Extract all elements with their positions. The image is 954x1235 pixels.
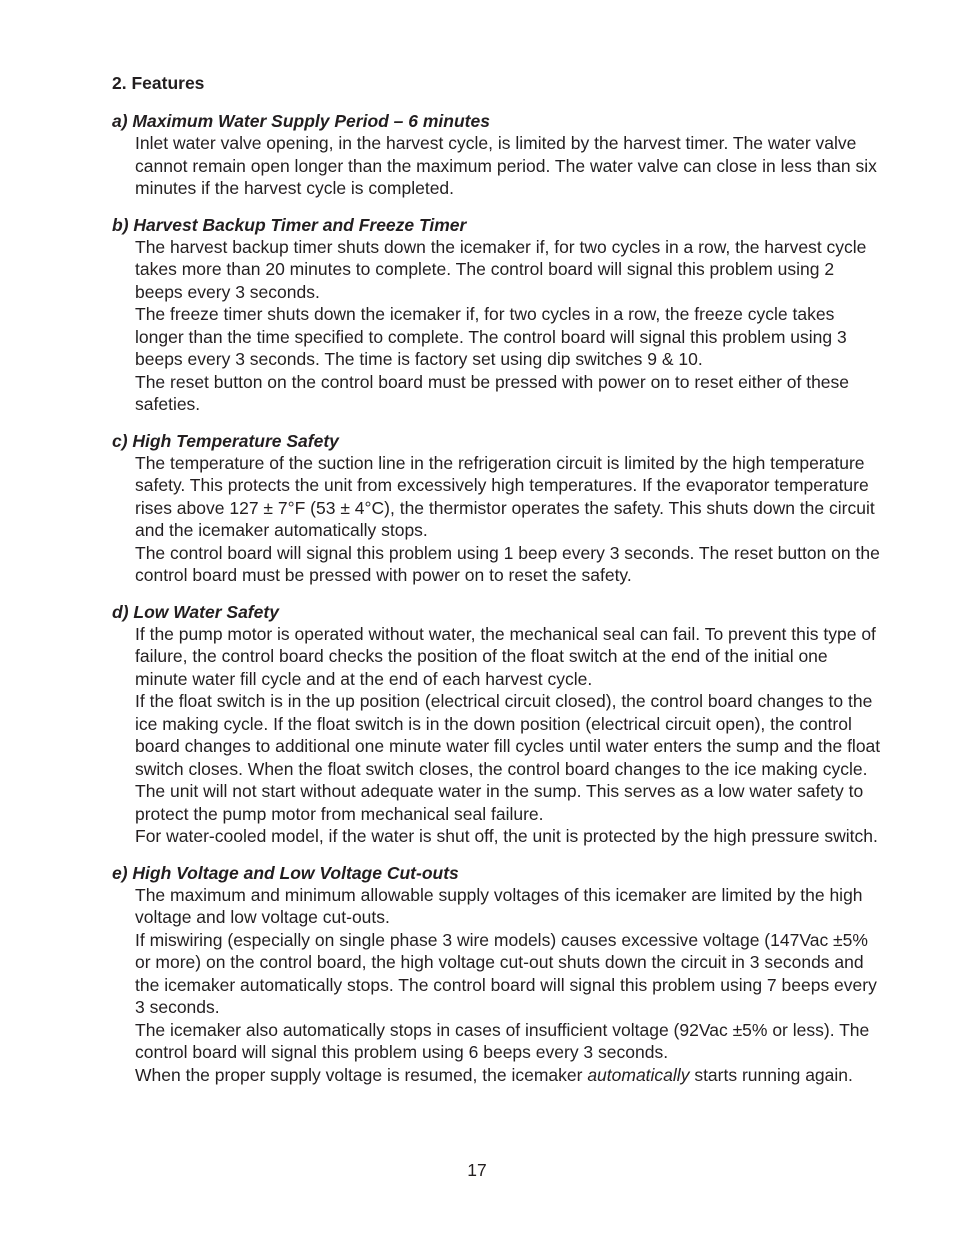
paragraph-4-italic-text: automatically [587,1064,690,1085]
subsection-a-paragraph-1: Inlet water valve opening, in the harvest cycle, is limited by the harvest timer. The water valve cannot remain open longer than the maximum period. The water valve can close in less than six minutes if the harvest cycle is completed. [135,133,877,198]
subsection-b-paragraph-1: The harvest backup timer shuts down the icemaker if, for two cycles in a row, the harvest cycle takes more than 20 minutes to complete. The control board will signal this problem using 2 beeps every 3 seconds. [135,236,867,302]
paragraph-4-text-start: When the proper supply voltage is resumed, the icemaker [135,1064,588,1085]
subsection-b-heading: b) Harvest Backup Timer and Freeze Timer [112,214,467,235]
subsection-e-heading: e) High Voltage and Low Voltage Cut-outs [112,862,459,883]
subsection-b-paragraph-2: The freeze timer shuts down the icemaker if, for two cycles in a row, the freeze cycle takes longer than the time specified to complete. The control board will signal this problem using 3 beeps every 3 seconds. The time is factory set using dip switches 9 & 10. [135,304,847,369]
subsection-e-paragraph-4 [135,1064,882,1087]
subsection-c-heading: c) High Temperature Safety [112,430,339,451]
subsection-c [112,430,882,587]
section-title: 2. Features [112,73,205,93]
subsection-c-paragraph-2: The control board will signal this problem using 1 beep every 3 seconds. The reset button on the control board must be pressed with power on to reset the safety. [135,542,880,585]
subsection-e-paragraph-2: If miswiring (especially on single phase 3 wire models) causes excessive voltage (147Vac ±5% or more) on the control board, the high voltage cut-out shuts down the circuit in 3 seconds and the icemaker automatically stops. The control board will signal this problem using 7 beeps every 3 seconds. [135,929,877,1017]
subsection-a [112,110,882,200]
subsection-d-heading: d) Low Water Safety [112,601,279,622]
subsection-e [112,862,882,1087]
subsection-e-paragraph-1: The maximum and minimum allowable supply voltages of this icemaker are limited by the high voltage and low voltage cut-outs. [135,884,863,927]
subsection-d-paragraph-2: If the float switch is in the up position (electrical circuit closed), the control board changes to the ice making cycle. If the float switch is in the down position (electrical circuit open), the control board changes to additional one minute water fill cycles until water enters the sump and the float switch closes. When the float switch closes, the control board changes to the ice making cycle. The unit will not start without adequate water in the sump. This serves as a low water safety to protect the pump motor from mechanical seal failure. [135,691,881,824]
subsection-a-heading: a) Maximum Water Supply Period – 6 minutes [112,111,490,131]
subsection-b-paragraph-3: The reset button on the control board must be pressed with power on to reset either of these safeties. [135,371,850,414]
document-page [112,72,882,1100]
subsection-d-paragraph-3: For water-cooled model, if the water is shut off, the unit is protected by the high pressure switch. [135,826,878,846]
subsection-e-paragraph-3: The icemaker also automatically stops in cases of insufficient voltage (92Vac ±5% or less). The control board will signal this problem using 6 beeps every 3 seconds. [135,1019,870,1062]
subsection-b [112,214,882,416]
subsection-d [112,601,882,848]
subsection-d-paragraph-1: If the pump motor is operated without water, the mechanical seal can fail. To prevent this type of failure, the control board checks the position of the float switch at the end of the initial one minute water fill cycle and at the end of each harvest cycle. [135,623,876,689]
page-number: 17 [467,1160,487,1180]
subsection-c-paragraph-1: The temperature of the suction line in the refrigeration circuit is limited by the high temperature safety. This protects the unit from excessively high temperatures. If the evaporator temperature rises above 127 ± 7°F (53 ± 4°C), the thermistor operates the safety. This shuts down the circuit and the icemaker automatically stops. [135,452,875,540]
paragraph-4-text-end: starts running again. [689,1064,853,1085]
